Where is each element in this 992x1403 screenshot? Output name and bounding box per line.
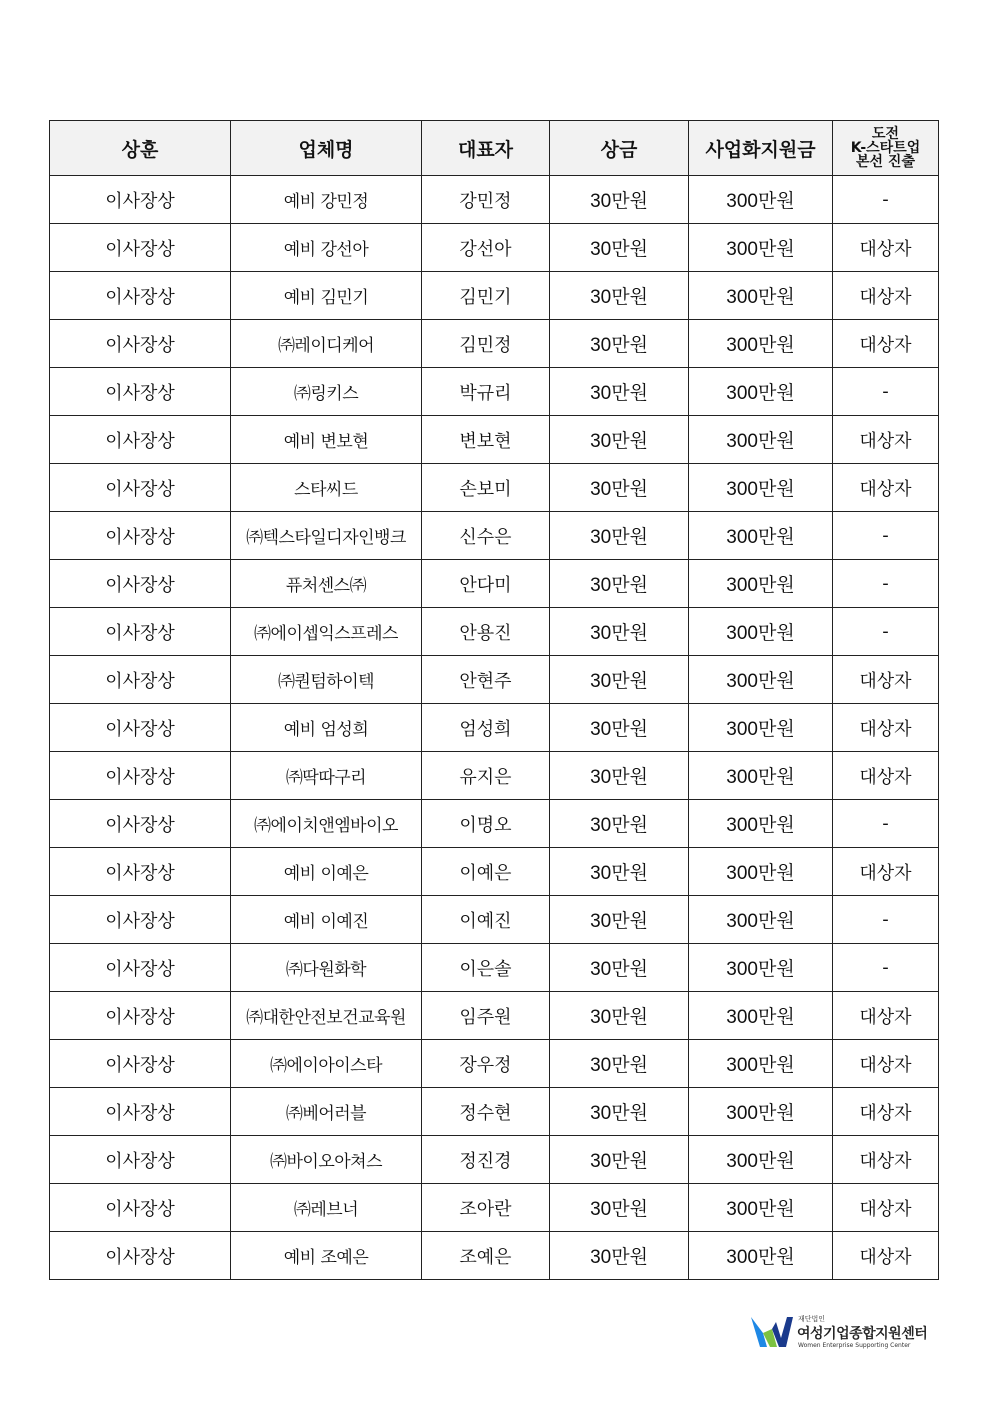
award-cell: 이사장상 (50, 320, 231, 368)
table-body (50, 176, 939, 1280)
prize-cell: 30만원 (550, 896, 689, 944)
header-company: 업체명 (231, 121, 422, 176)
support-cell: 300만원 (689, 1040, 833, 1088)
support-cell: 300만원 (689, 1088, 833, 1136)
header-challenge-line3: 본선 진출 (856, 154, 915, 170)
challenge-cell: 대상자 (833, 1136, 939, 1184)
support-cell: 300만원 (689, 416, 833, 464)
table-header (50, 121, 939, 176)
challenge-cell: 대상자 (833, 848, 939, 896)
company-cell: ㈜바이오아쳐스 (231, 1136, 422, 1184)
support-cell: 300만원 (689, 704, 833, 752)
support-cell: 300만원 (689, 560, 833, 608)
award-cell: 이사장상 (50, 464, 231, 512)
support-cell: 300만원 (689, 896, 833, 944)
representative-cell: 강선아 (422, 224, 550, 272)
company-cell: ㈜대한안전보건교육원 (231, 992, 422, 1040)
header-challenge-line1: 도전 (871, 126, 900, 142)
table-row (50, 464, 939, 512)
table-row (50, 176, 939, 224)
table-row (50, 416, 939, 464)
representative-cell: 장우정 (422, 1040, 550, 1088)
prize-cell: 30만원 (550, 1136, 689, 1184)
challenge-cell: 대상자 (833, 272, 939, 320)
representative-cell: 안현주 (422, 656, 550, 704)
support-cell: 300만원 (689, 224, 833, 272)
support-cell: 300만원 (689, 800, 833, 848)
prize-cell: 30만원 (550, 1088, 689, 1136)
wesc-logo-icon (750, 1314, 794, 1350)
prize-cell: 30만원 (550, 1040, 689, 1088)
award-cell: 이사장상 (50, 416, 231, 464)
table-row (50, 1232, 939, 1280)
award-cell: 이사장상 (50, 656, 231, 704)
header-support: 사업화지원금 (689, 121, 833, 176)
header-row (50, 121, 939, 176)
support-cell: 300만원 (689, 608, 833, 656)
prize-cell: 30만원 (550, 560, 689, 608)
representative-cell: 정진경 (422, 1136, 550, 1184)
challenge-cell: 대상자 (833, 992, 939, 1040)
award-cell: 이사장상 (50, 704, 231, 752)
representative-cell: 조아란 (422, 1184, 550, 1232)
company-cell: ㈜딱따구리 (231, 752, 422, 800)
logo-foundation-label: 재단법인 (798, 1315, 826, 1323)
prize-cell: 30만원 (550, 416, 689, 464)
support-cell: 300만원 (689, 1184, 833, 1232)
representative-cell: 신수은 (422, 512, 550, 560)
representative-cell: 이예진 (422, 896, 550, 944)
challenge-cell: 대상자 (833, 1184, 939, 1232)
support-cell: 300만원 (689, 992, 833, 1040)
support-cell: 300만원 (689, 176, 833, 224)
company-cell: 예비 조예은 (231, 1232, 422, 1280)
prize-cell: 30만원 (550, 464, 689, 512)
table-row (50, 896, 939, 944)
challenge-cell: 대상자 (833, 224, 939, 272)
table-row (50, 608, 939, 656)
award-table (49, 120, 939, 1280)
company-cell: ㈜에이치앤엠바이오 (231, 800, 422, 848)
representative-cell: 이은솔 (422, 944, 550, 992)
header-prize: 상금 (550, 121, 689, 176)
support-cell: 300만원 (689, 944, 833, 992)
header-representative: 대표자 (422, 121, 550, 176)
representative-cell: 유지은 (422, 752, 550, 800)
representative-cell: 안다미 (422, 560, 550, 608)
award-cell: 이사장상 (50, 1040, 231, 1088)
representative-cell: 임주원 (422, 992, 550, 1040)
prize-cell: 30만원 (550, 176, 689, 224)
table-row (50, 800, 939, 848)
award-cell: 이사장상 (50, 992, 231, 1040)
prize-cell: 30만원 (550, 704, 689, 752)
table-row (50, 1184, 939, 1232)
table-row (50, 752, 939, 800)
award-cell: 이사장상 (50, 1088, 231, 1136)
representative-cell: 엄성희 (422, 704, 550, 752)
company-cell: 스타씨드 (231, 464, 422, 512)
table-row (50, 1088, 939, 1136)
company-cell: ㈜베어러블 (231, 1088, 422, 1136)
challenge-cell: 대상자 (833, 1088, 939, 1136)
award-cell: 이사장상 (50, 272, 231, 320)
table-row (50, 944, 939, 992)
company-cell: ㈜에이셉익스프레스 (231, 608, 422, 656)
header-challenge (833, 121, 939, 176)
representative-cell: 손보미 (422, 464, 550, 512)
table-row (50, 848, 939, 896)
table-row (50, 656, 939, 704)
award-cell: 이사장상 (50, 512, 231, 560)
company-cell: 예비 변보현 (231, 416, 422, 464)
company-cell: ㈜다원화학 (231, 944, 422, 992)
prize-cell: 30만원 (550, 1184, 689, 1232)
challenge-cell: 대상자 (833, 320, 939, 368)
representative-cell: 이명오 (422, 800, 550, 848)
prize-cell: 30만원 (550, 848, 689, 896)
award-cell: 이사장상 (50, 1184, 231, 1232)
challenge-cell: 대상자 (833, 416, 939, 464)
company-cell: ㈜에이아이스타 (231, 1040, 422, 1088)
header-award: 상훈 (50, 121, 231, 176)
company-cell: 퓨처센스㈜ (231, 560, 422, 608)
award-cell: 이사장상 (50, 944, 231, 992)
challenge-cell: 대상자 (833, 656, 939, 704)
challenge-cell: 대상자 (833, 752, 939, 800)
challenge-cell: - (833, 368, 939, 416)
representative-cell: 김민정 (422, 320, 550, 368)
representative-cell: 이예은 (422, 848, 550, 896)
representative-cell: 강민정 (422, 176, 550, 224)
challenge-cell: 대상자 (833, 1232, 939, 1280)
prize-cell: 30만원 (550, 1232, 689, 1280)
support-cell: 300만원 (689, 512, 833, 560)
support-cell: 300만원 (689, 464, 833, 512)
challenge-cell: - (833, 896, 939, 944)
logo-english-name: Women Enterprise Supporting Center (798, 1342, 911, 1349)
company-cell: 예비 김민기 (231, 272, 422, 320)
company-cell: 예비 이예은 (231, 848, 422, 896)
representative-cell: 박규리 (422, 368, 550, 416)
award-cell: 이사장상 (50, 1232, 231, 1280)
prize-cell: 30만원 (550, 752, 689, 800)
table-row (50, 1040, 939, 1088)
prize-cell: 30만원 (550, 224, 689, 272)
award-cell: 이사장상 (50, 368, 231, 416)
support-cell: 300만원 (689, 272, 833, 320)
support-cell: 300만원 (689, 656, 833, 704)
award-cell: 이사장상 (50, 752, 231, 800)
prize-cell: 30만원 (550, 944, 689, 992)
header-challenge-line2: K-스타트업 (850, 140, 921, 156)
prize-cell: 30만원 (550, 608, 689, 656)
table-row (50, 992, 939, 1040)
company-cell: 예비 강민정 (231, 176, 422, 224)
challenge-cell: - (833, 800, 939, 848)
challenge-cell: 대상자 (833, 1040, 939, 1088)
award-cell: 이사장상 (50, 848, 231, 896)
award-cell: 이사장상 (50, 1136, 231, 1184)
company-cell: ㈜레이디케어 (231, 320, 422, 368)
prize-cell: 30만원 (550, 368, 689, 416)
prize-cell: 30만원 (550, 992, 689, 1040)
representative-cell: 김민기 (422, 272, 550, 320)
award-cell: 이사장상 (50, 176, 231, 224)
company-cell: 예비 강선아 (231, 224, 422, 272)
representative-cell: 조예은 (422, 1232, 550, 1280)
support-cell: 300만원 (689, 1232, 833, 1280)
company-cell: ㈜링키스 (231, 368, 422, 416)
support-cell: 300만원 (689, 320, 833, 368)
challenge-cell: - (833, 560, 939, 608)
award-cell: 이사장상 (50, 224, 231, 272)
prize-cell: 30만원 (550, 272, 689, 320)
table-row (50, 560, 939, 608)
table-row (50, 704, 939, 752)
support-cell: 300만원 (689, 368, 833, 416)
prize-cell: 30만원 (550, 320, 689, 368)
challenge-cell: - (833, 176, 939, 224)
challenge-cell: 대상자 (833, 704, 939, 752)
award-cell: 이사장상 (50, 608, 231, 656)
representative-cell: 변보현 (422, 416, 550, 464)
representative-cell: 안용진 (422, 608, 550, 656)
table-row (50, 512, 939, 560)
table-row (50, 320, 939, 368)
challenge-cell: - (833, 608, 939, 656)
table-row (50, 272, 939, 320)
company-cell: ㈜퀀텀하이텍 (231, 656, 422, 704)
challenge-cell: 대상자 (833, 464, 939, 512)
award-cell: 이사장상 (50, 560, 231, 608)
prize-cell: 30만원 (550, 656, 689, 704)
company-cell: 예비 엄성희 (231, 704, 422, 752)
company-cell: ㈜레브너 (231, 1184, 422, 1232)
table-row (50, 1136, 939, 1184)
table-row (50, 368, 939, 416)
prize-cell: 30만원 (550, 512, 689, 560)
challenge-cell: - (833, 512, 939, 560)
award-cell: 이사장상 (50, 800, 231, 848)
company-cell: ㈜텍스타일디자인뱅크 (231, 512, 422, 560)
challenge-cell: - (833, 944, 939, 992)
support-cell: 300만원 (689, 752, 833, 800)
support-cell: 300만원 (689, 848, 833, 896)
representative-cell: 정수현 (422, 1088, 550, 1136)
table-row (50, 224, 939, 272)
logo-organization-name: 여성기업종합지원센터 (797, 1326, 928, 1342)
prize-cell: 30만원 (550, 800, 689, 848)
organization-logo (750, 1314, 940, 1354)
support-cell: 300만원 (689, 1136, 833, 1184)
award-cell: 이사장상 (50, 896, 231, 944)
company-cell: 예비 이예진 (231, 896, 422, 944)
